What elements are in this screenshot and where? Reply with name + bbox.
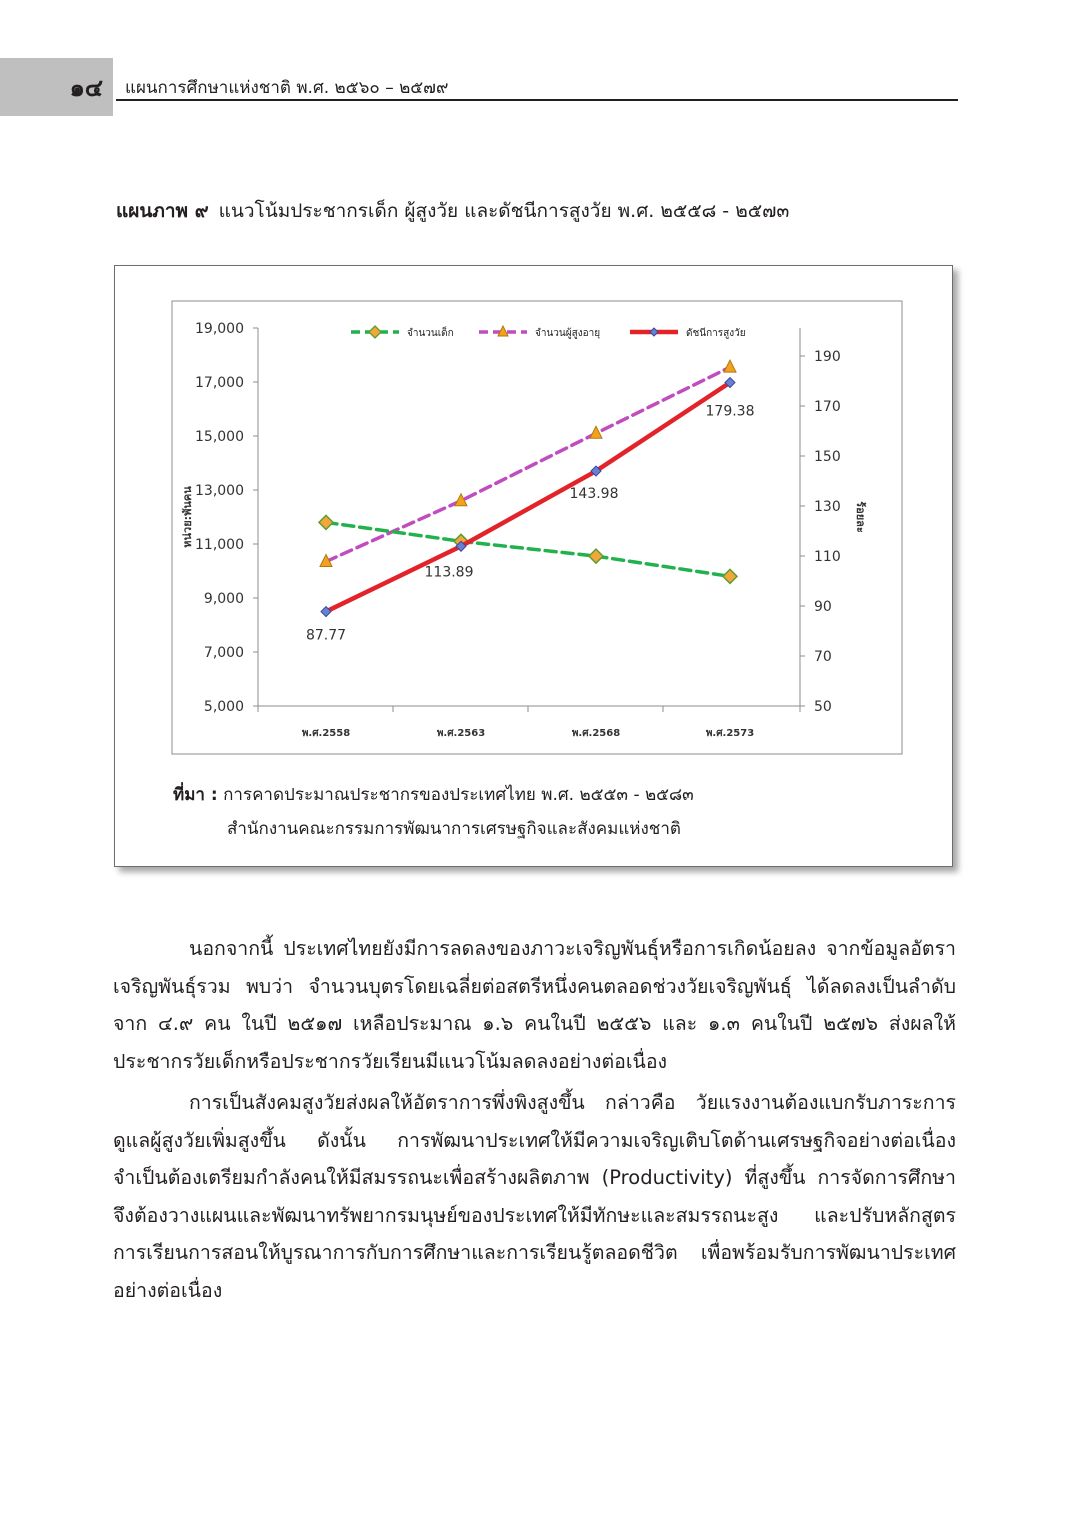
chart [115,266,951,766]
x-axis-ticks [258,706,800,739]
source-line-1 [173,781,694,808]
right-axis-ticks [800,349,841,715]
right-tick-label: 190 [814,349,841,365]
left-axis-ticks [195,321,258,715]
series-1 [320,360,736,566]
data-label: 87.77 [305,627,347,644]
left-tick-label: 7,000 [203,645,244,661]
source-label: ที่มา : [173,785,218,805]
body-paragraph-2 [113,1084,956,1309]
legend-label: จำนวนเด็ก [407,328,454,339]
figure-caption [116,196,789,226]
legend-marker [369,326,381,338]
legend-label: จำนวนผู้สูงอายุ [535,328,601,339]
data-label: 143.98 [569,486,619,503]
series-0 [319,515,737,583]
right-tick-label: 110 [814,549,841,565]
right-tick-label: 70 [814,649,832,665]
left-tick-label: 9,000 [203,591,244,607]
legend [351,325,746,339]
legend-item [351,325,454,339]
right-tick-label: 170 [814,399,841,415]
left-axis-title: หน่วย:พันคน [181,486,194,548]
point-marker [590,426,602,438]
series-layer [306,360,755,643]
figure-label: แผนภาพ ๙ [116,200,209,222]
x-tick-label: พ.ศ.2558 [301,728,351,739]
left-tick-label: 15,000 [195,429,244,445]
body-paragraph-1 [113,930,956,1080]
paragraph-text: นอกจากนี้ ประเทศไทยยังมีการลดลงของภาวะเจริญพันธุ์หรือการเกิดน้อยลง จากข้อมูลอัตราเจริญพันธุ์รวม พบว่า จำนวนบุตรโดยเฉลี่ยต่อสตรีหนึ่งคนตลอดช่วงวัยเจริญพันธุ์ ได้ลดลงเป็นลำดับ จาก ๔.๙ คน ในปี ๒๕๑๗ เหลือประมาณ ๑.๖ คนในปี ๒๕๕๖ และ ๑.๓ คนในปี ๒๕๗๖ ส่งผลให้ประชากรวัยเด็กหรือประชากรวัยเรียนมีแนวโน้มลดลงอย่างต่อเนื่อง [113,937,956,1073]
left-tick-label: 11,000 [195,537,244,553]
right-tick-label: 90 [814,599,832,615]
left-tick-label: 5,000 [203,699,244,715]
series-2 [321,378,735,617]
legend-label: ดัชนีการสูงวัย [686,328,746,339]
figure-box [114,265,953,867]
header-rule [116,99,958,101]
legend-item [479,326,600,339]
left-tick-label: 19,000 [195,321,244,337]
point-marker [724,360,736,372]
left-tick-label: 17,000 [195,375,244,391]
data-label: 179.38 [705,403,755,420]
legend-marker [650,328,658,336]
right-tick-label: 150 [814,449,841,465]
legend-item [630,327,746,339]
x-tick-label: พ.ศ.2573 [705,728,755,739]
source-line-2: สำนักงานคณะกรรมการพัฒนาการเศรษฐกิจและสังคมแห่งชาติ [227,819,681,839]
source-text-1: การคาดประมาณประชากรของประเทศไทย พ.ศ. ๒๕๕๓ - ๒๕๘๓ [223,785,694,805]
data-label: 113.89 [424,564,474,581]
plot-frame [172,301,902,754]
series-line [326,383,730,612]
series-line [326,522,730,576]
figure-title: แนวโน้มประชากรเด็ก ผู้สูงวัย และดัชนีการสูงวัย พ.ศ. ๒๕๕๘ - ๒๕๗๓ [218,200,790,222]
right-tick-label: 50 [814,699,832,715]
right-axis-title: ร้อยละ [854,501,867,533]
x-tick-label: พ.ศ.2568 [571,728,621,739]
x-tick-label: พ.ศ.2563 [436,728,486,739]
point-marker [723,569,737,583]
running-head: แผนการศึกษาแห่งชาติ พ.ศ. ๒๕๖๐ – ๒๕๗๙ [125,78,449,98]
point-marker [589,549,603,563]
right-tick-label: 130 [814,499,841,515]
point-marker [319,515,333,529]
left-tick-label: 13,000 [195,483,244,499]
paragraph-text: การเป็นสังคมสูงวัยส่งผลให้อัตราการพึ่งพิงสูงขึ้น กล่าวคือ วัยแรงงานต้องแบกรับภาระการดูแลผู้สูงวัยเพิ่มสูงขึ้น ดังนั้น การพัฒนาประเทศให้มีความเจริญเติบโตด้านเศรษฐกิจอย่างต่อเนื่องจำเป็นต้องเตรียมกำลังคนให้มีสมรรถนะเพื่อสร้างผลิตภาพ (Productivity) ที่สูงขึ้น การจัดการศึกษาจึงต้องวางแผนและพัฒนาทรัพยากรมนุษย์ของประเทศให้มีทักษะและสมรรถนะสูง และปรับหลักสูตรการเรียนการสอนให้บูรณาการกับการศึกษาและการเรียนรู้ตลอดชีวิต เพื่อพร้อมรับการพัฒนาประเทศอย่างต่อเนื่อง [113,1091,956,1302]
page-number: ๑๔ [0,58,113,116]
